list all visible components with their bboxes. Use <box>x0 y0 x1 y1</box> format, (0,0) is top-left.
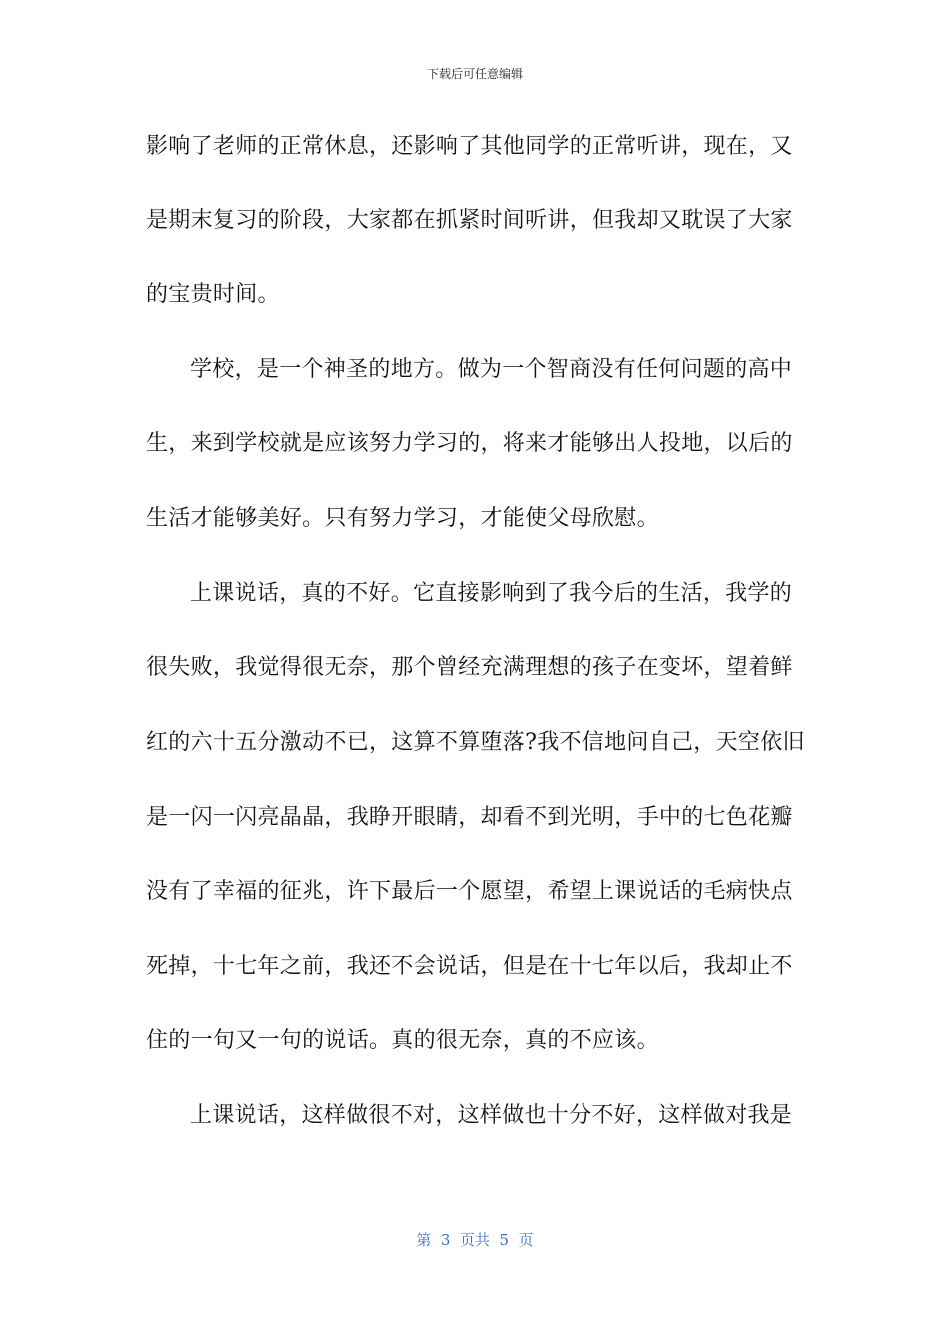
text-line: 很失败，我觉得很无奈，那个曾经充满理想的孩子在变坏，望着鲜 <box>146 655 793 680</box>
page-number-footer: 第 3 页共 5 页 <box>416 1231 534 1249</box>
text-line: 住的一句又一句的说话。真的很无奈，真的不应该。 <box>146 1028 659 1053</box>
text-line: 没有了幸福的征兆，许下最后一个愿望，希望上课说话的毛病快点 <box>146 879 793 904</box>
text-line: 的宝贵时间。 <box>146 282 280 307</box>
text-line: 生，来到学校就是应该努力学习的，将来才能够出人投地，以后的 <box>146 431 793 456</box>
text-line: 死掉，十七年之前，我还不会说话，但是在十七年以后，我却止不 <box>146 954 793 979</box>
text-line: 红的六十五分激动不已，这算不算堕落?我不信地问自己，天空依旧 <box>146 730 805 755</box>
text-line: 生活才能够美好。只有努力学习，才能使父母欣慰。 <box>146 506 659 531</box>
paragraph-first-line: 上课说话，真的不好。它直接影响到了我今后的生活，我学的 <box>190 581 793 606</box>
text-line: 影响了老师的正常休息，还影响了其他同学的正常听讲，现在，又 <box>146 134 793 159</box>
paragraph-first-line: 学校，是一个神圣的地方。做为一个智商没有任何问题的高中 <box>190 357 793 382</box>
paragraph-first-line: 上课说话，这样做很不对，这样做也十分不好，这样做对我是 <box>190 1103 793 1128</box>
page-header: 下载后可任意编辑 <box>426 67 523 81</box>
text-line: 是期末复习的阶段，大家都在抓紧时间听讲，但我却又耽误了大家 <box>146 208 793 233</box>
text-line: 是一闪一闪亮晶晶，我睁开眼睛，却看不到光明，手中的七色花瓣 <box>146 805 793 830</box>
